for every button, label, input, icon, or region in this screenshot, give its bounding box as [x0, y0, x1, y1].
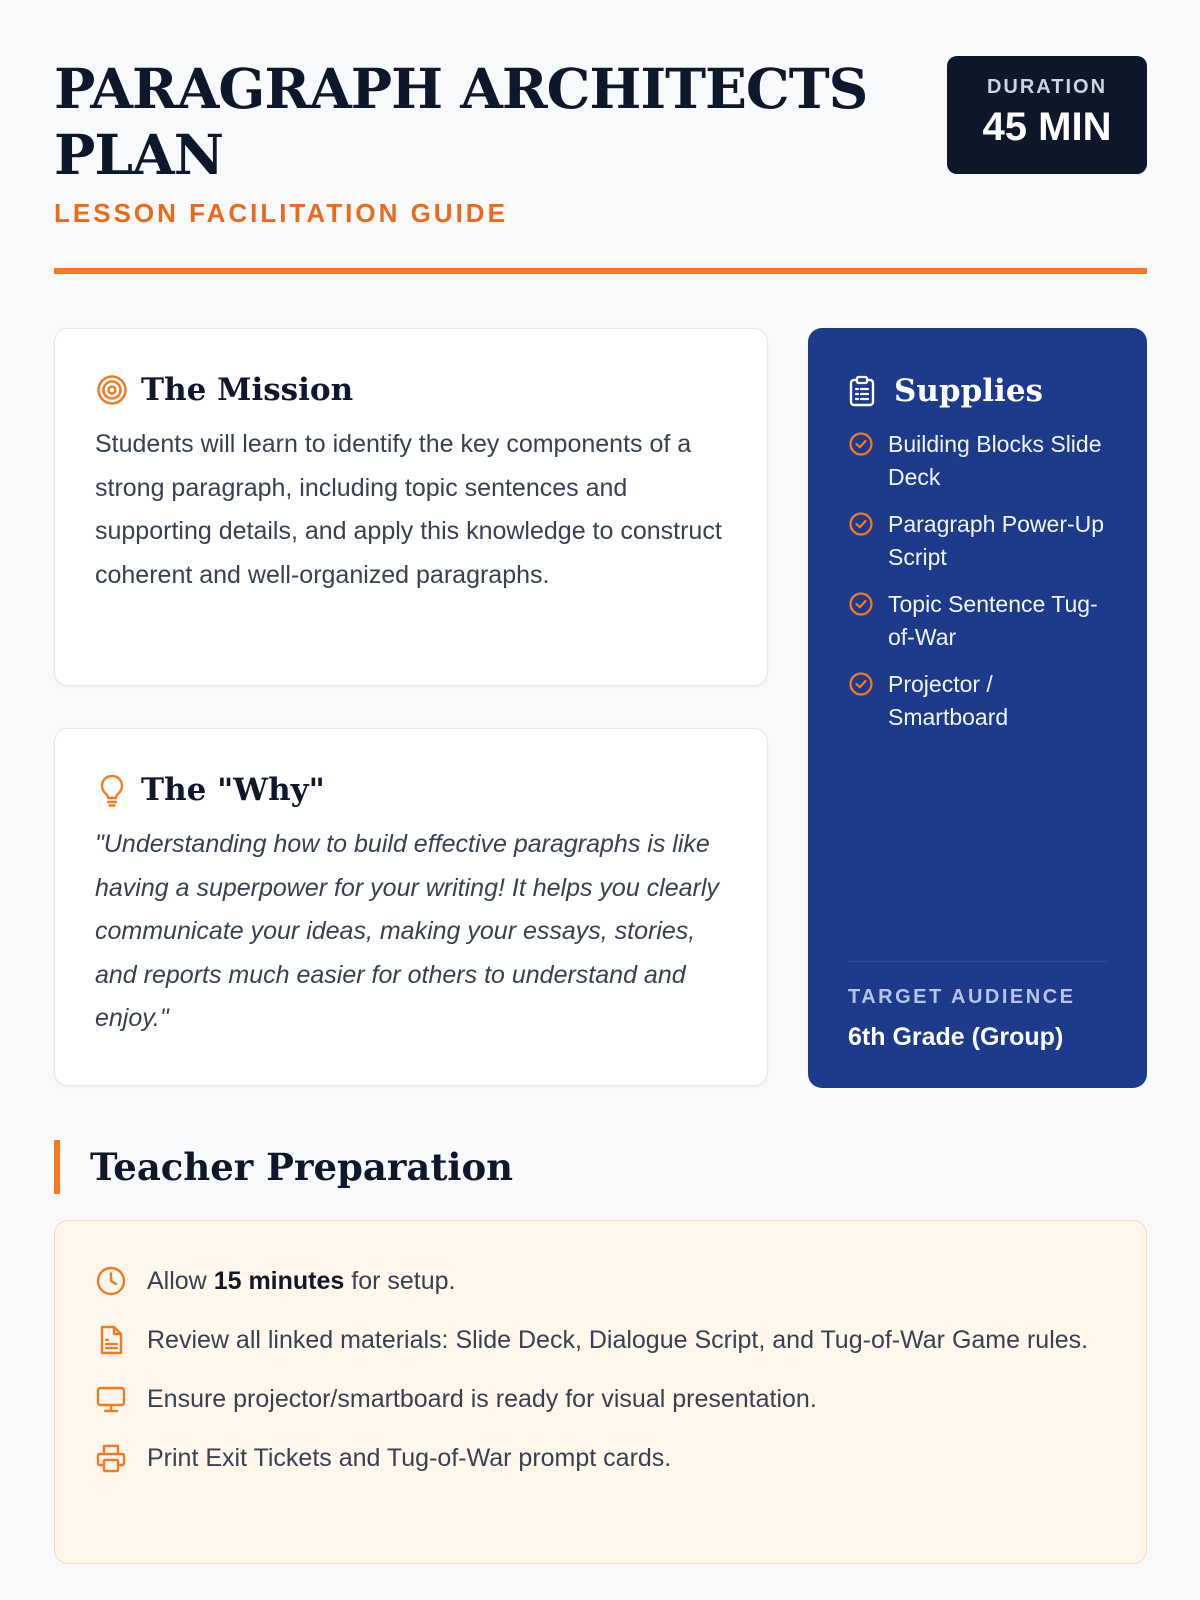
prep-text-bold: 15 minutes	[213, 1267, 345, 1295]
preparation-title: Teacher Preparation	[90, 1145, 514, 1189]
supplies-item-label: Building Blocks Slide Deck	[888, 431, 1102, 490]
clock-icon	[95, 1265, 127, 1297]
header-divider	[54, 268, 1147, 274]
supplies-item	[848, 508, 1107, 574]
why-card	[54, 728, 768, 1086]
preparation-item-text	[147, 1261, 455, 1301]
monitor-icon	[95, 1383, 127, 1415]
preparation-item	[95, 1438, 1106, 1478]
duration-badge	[947, 56, 1147, 174]
check-circle-icon	[848, 591, 874, 617]
mission-title: The Mission	[141, 372, 354, 408]
page-header	[54, 56, 1147, 268]
supplies-item	[848, 428, 1107, 494]
preparation-item-text: Print Exit Tickets and Tug-of-War prompt cards.	[147, 1444, 672, 1472]
check-circle-icon	[848, 511, 874, 537]
why-quote: "Understanding how to build effective paragraphs is like having a superpower for your writing! It helps you clearly communicate your ideas, making your essays, stories, and reports much easier for others to understand and enjoy."	[95, 830, 719, 1032]
prep-text-before: Allow	[147, 1267, 214, 1295]
preparation-list	[95, 1261, 1106, 1478]
preparation-section-header	[54, 1140, 1147, 1194]
audience-value: 6th Grade (Group)	[848, 1023, 1064, 1051]
mission-card-header	[95, 369, 727, 411]
check-circle-icon	[848, 671, 874, 697]
lesson-plan-page	[54, 56, 1147, 1564]
duration-value: 45 MIN	[982, 105, 1112, 149]
supplies-item-label: Paragraph Power-Up Script	[888, 511, 1105, 570]
overview-grid	[54, 328, 1147, 1088]
supplies-title: Supplies	[894, 373, 1044, 409]
check-circle-icon	[848, 431, 874, 457]
supplies-item-label: Topic Sentence Tug-of-War	[888, 591, 1098, 650]
why-card-header	[95, 769, 727, 811]
supplies-item	[848, 668, 1107, 734]
why-title: The "Why"	[141, 772, 325, 808]
printer-icon	[95, 1442, 127, 1474]
supplies-header	[848, 370, 1107, 412]
target-icon	[95, 373, 129, 407]
page-title	[54, 56, 874, 188]
preparation-item-text: Review all linked materials: Slide Deck, Dialogue Script, and Tug-of-War Game rules.	[147, 1326, 1089, 1354]
preparation-item	[95, 1261, 1106, 1301]
mission-text: Students will learn to identify the key components of a strong paragraph, including topic sentences and supporting details, and apply this knowledge to construct coherent and well-organized paragraphs.	[95, 430, 722, 589]
supplies-item	[848, 588, 1107, 654]
preparation-item-text: Ensure projector/smartboard is ready for visual presentation.	[147, 1385, 817, 1413]
audience-label: TARGET AUDIENCE	[848, 986, 1076, 1008]
document-icon	[95, 1324, 127, 1356]
preparation-item	[95, 1379, 1106, 1419]
prep-text-after: for setup.	[344, 1267, 456, 1295]
supplies-list	[848, 428, 1107, 734]
supplies-item-label: Projector / Smartboard	[888, 671, 1009, 730]
target-audience	[848, 961, 1107, 1052]
mission-card	[54, 328, 768, 686]
preparation-box	[54, 1220, 1147, 1564]
clipboard-icon	[848, 375, 880, 407]
title-line-2: PLAN	[54, 122, 223, 187]
title-line-1: PARAGRAPH ARCHITECTS	[54, 56, 868, 121]
lightbulb-icon	[95, 773, 129, 807]
duration-label: DURATION	[986, 76, 1108, 98]
supplies-panel	[808, 328, 1147, 1088]
preparation-item	[95, 1320, 1106, 1360]
page-subtitle: LESSON FACILITATION GUIDE	[54, 198, 508, 228]
